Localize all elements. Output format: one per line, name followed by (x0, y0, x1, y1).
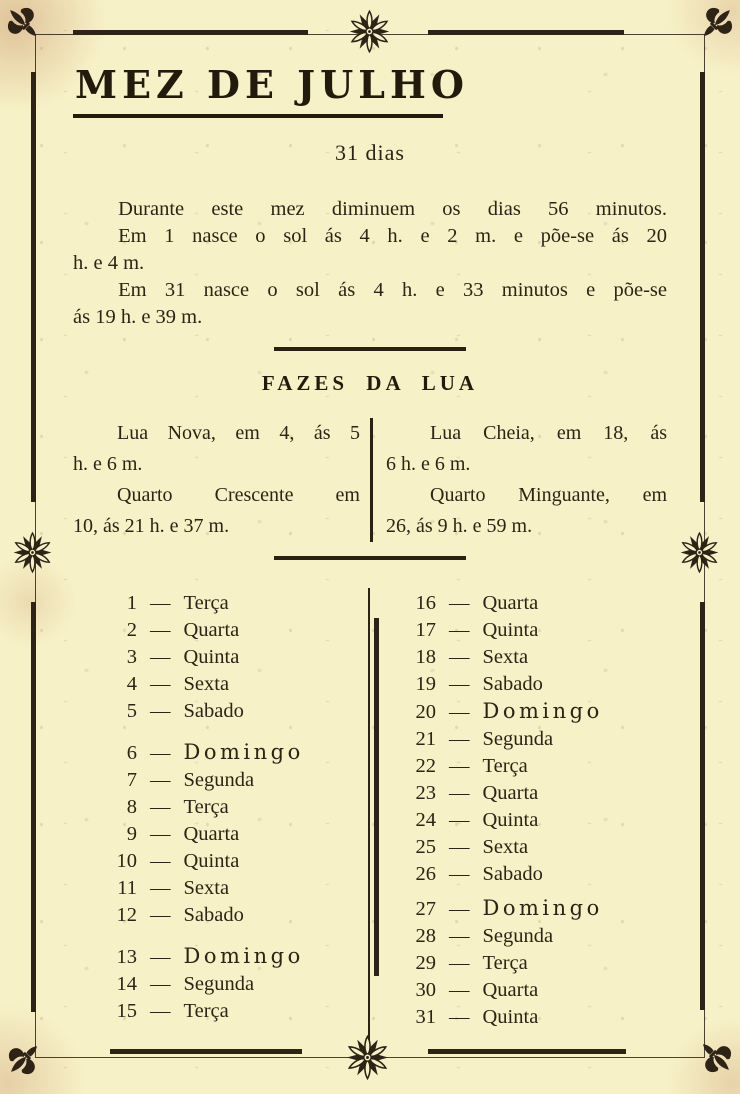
day-row (101, 971, 368, 998)
day-row (400, 726, 667, 753)
weekday-name: Quinta (482, 1006, 539, 1028)
day-number: 6 (126, 742, 137, 764)
weekday-name: Domingo (183, 740, 304, 764)
weekday-name: Quinta (183, 850, 240, 872)
day-number: 29 (415, 952, 436, 974)
weekday-name: Quarta (482, 782, 539, 804)
weekday-name: Sexta (183, 673, 230, 695)
weekday-name: Terça (183, 1000, 229, 1022)
moon-line: Lua Nova, em 4, ás 5 (117, 422, 360, 444)
day-number: 20 (415, 701, 436, 723)
moon-line: 10, ás 21 h. e 37 m. (73, 515, 230, 537)
border-segment (110, 1049, 302, 1054)
dash: — (449, 646, 470, 668)
weekday-name: Domingo (183, 944, 304, 968)
day-number: 27 (415, 898, 436, 920)
day-row (101, 671, 368, 698)
divider-rule (274, 556, 466, 560)
day-number: 2 (126, 619, 137, 641)
border-segment (428, 30, 624, 35)
dash: — (449, 925, 470, 947)
dash: — (150, 769, 171, 791)
day-row (101, 617, 368, 644)
weekday-name: Segunda (183, 973, 255, 995)
title-underline (73, 114, 443, 118)
day-row (400, 753, 667, 780)
day-column-left (73, 590, 368, 1031)
day-row (400, 644, 667, 671)
dash: — (150, 1000, 171, 1022)
dash: — (150, 877, 171, 899)
day-number: 30 (415, 979, 436, 1001)
dash: — (150, 946, 171, 968)
weekday-name: Sabado (183, 904, 244, 926)
dash: — (150, 850, 171, 872)
dash: — (449, 863, 470, 885)
day-number: 31 (415, 1006, 436, 1028)
dash: — (150, 973, 171, 995)
weekday-name: Sabado (482, 863, 543, 885)
day-row (400, 590, 667, 617)
day-row (101, 998, 368, 1025)
flower-ornament-icon (346, 8, 393, 55)
page-content (73, 58, 667, 1031)
weekday-name: Segunda (482, 728, 554, 750)
moon-line: 26, ás 9 h. e 59 m. (386, 515, 533, 537)
day-number: 7 (126, 769, 137, 791)
column-divider-thin (368, 588, 370, 1040)
day-number: 3 (126, 646, 137, 668)
divider-rule (274, 347, 466, 351)
weekday-name: Segunda (482, 925, 554, 947)
weekday-name: Domingo (482, 896, 603, 920)
day-row (400, 834, 667, 861)
dash: — (449, 952, 470, 974)
day-row (400, 780, 667, 807)
weekday-name: Terça (482, 755, 528, 777)
day-row (101, 590, 368, 617)
days-count: 31 dias (335, 140, 405, 165)
day-number: 12 (116, 904, 137, 926)
border-segment (700, 72, 705, 502)
weekday-name: Sexta (482, 836, 529, 858)
dash: — (150, 646, 171, 668)
day-row (400, 923, 667, 950)
day-row (400, 861, 667, 888)
day-row (101, 739, 368, 767)
day-number: 26 (415, 863, 436, 885)
dash: — (150, 904, 171, 926)
weekday-name: Quarta (482, 592, 539, 614)
day-row (101, 698, 368, 725)
day-row (400, 807, 667, 834)
border-segment (73, 30, 308, 35)
weekday-name: Segunda (183, 769, 255, 791)
dash: — (449, 809, 470, 831)
weekday-name: Terça (183, 796, 229, 818)
day-row (101, 821, 368, 848)
dash: — (449, 619, 470, 641)
dash: — (150, 823, 171, 845)
day-list (73, 590, 667, 1031)
day-row (101, 848, 368, 875)
border-segment (700, 602, 705, 1010)
dash: — (449, 1006, 470, 1028)
intro-line: Em 1 nasce o sol ás 4 h. e 2 m. e põe-se ás 20 (118, 225, 667, 247)
page-title: MEZ DE JULHO (75, 62, 469, 107)
dash: — (449, 592, 470, 614)
dash: — (150, 700, 171, 722)
day-row (400, 617, 667, 644)
day-row (101, 875, 368, 902)
weekday-name: Domingo (482, 699, 603, 723)
day-number: 15 (116, 1000, 137, 1022)
day-number: 9 (126, 823, 137, 845)
intro-line: h. e 4 m. (73, 252, 145, 274)
intro-line: Durante este mez diminuem os dias 56 minutos. (118, 198, 667, 220)
moon-column-right (370, 418, 667, 542)
day-number: 28 (415, 925, 436, 947)
column-divider-thick (374, 618, 379, 976)
day-row (400, 671, 667, 698)
moon-line: h. e 6 m. (73, 453, 143, 475)
moon-line: Quarto Minguante, em (430, 484, 667, 506)
day-number: 17 (415, 619, 436, 641)
weekday-name: Quinta (183, 646, 240, 668)
day-row (400, 1004, 667, 1031)
weekday-name: Sabado (482, 673, 543, 695)
weekday-name: Quinta (482, 619, 539, 641)
day-number: 4 (126, 673, 137, 695)
day-number: 23 (415, 782, 436, 804)
border-segment (31, 602, 36, 1012)
day-column-right (368, 590, 667, 1031)
weekday-name: Sexta (183, 877, 230, 899)
dash: — (150, 619, 171, 641)
weekday-name: Terça (183, 592, 229, 614)
dash: — (449, 755, 470, 777)
weekday-name: Quinta (482, 809, 539, 831)
day-number: 19 (415, 673, 436, 695)
weekday-name: Quarta (482, 979, 539, 1001)
day-number: 8 (126, 796, 137, 818)
weekday-name: Quarta (183, 619, 240, 641)
weekday-name: Quarta (183, 823, 240, 845)
moon-line: 6 h. e 6 m. (386, 453, 471, 475)
day-number: 24 (415, 809, 436, 831)
day-number: 14 (116, 973, 137, 995)
weekday-name: Terça (482, 952, 528, 974)
day-row (400, 977, 667, 1004)
day-number: 10 (116, 850, 137, 872)
day-row (400, 698, 667, 726)
moon-phases-heading: FAZES DA LUA (261, 371, 479, 395)
day-number: 25 (415, 836, 436, 858)
day-number: 22 (415, 755, 436, 777)
weekday-name: Sabado (183, 700, 244, 722)
dash: — (150, 742, 171, 764)
day-row (101, 943, 368, 971)
dash: — (449, 673, 470, 695)
intro-line: ás 19 h. e 39 m. (73, 306, 203, 328)
day-number: 16 (415, 592, 436, 614)
intro-line: Em 31 nasce o sol ás 4 h. e 33 minutos e põe-se (118, 279, 667, 301)
moon-line: Lua Cheia, em 18, ás (430, 422, 667, 444)
intro-paragraphs (73, 196, 667, 331)
dash: — (449, 979, 470, 1001)
moon-line: Quarto Crescente em (117, 484, 360, 506)
dash: — (449, 782, 470, 804)
dash: — (449, 728, 470, 750)
dash: — (449, 836, 470, 858)
day-row (101, 902, 368, 929)
day-row (101, 644, 368, 671)
flower-ornament-icon (343, 1033, 392, 1082)
moon-column-left (73, 418, 370, 542)
day-number: 18 (415, 646, 436, 668)
day-number: 11 (117, 877, 137, 899)
day-number: 13 (116, 946, 137, 968)
day-number: 5 (126, 700, 137, 722)
day-number: 1 (126, 592, 137, 614)
dash: — (150, 592, 171, 614)
weekday-name: Sexta (482, 646, 529, 668)
day-row (101, 767, 368, 794)
day-row (101, 794, 368, 821)
day-number: 21 (415, 728, 436, 750)
border-segment (428, 1049, 626, 1054)
flower-ornament-icon (677, 530, 722, 575)
dash: — (150, 673, 171, 695)
border-segment (31, 72, 36, 502)
dash: — (150, 796, 171, 818)
flower-ornament-icon (10, 530, 55, 575)
moon-phases (73, 418, 667, 542)
day-row (400, 895, 667, 923)
dash: — (449, 701, 470, 723)
day-row (400, 950, 667, 977)
dash: — (449, 898, 470, 920)
